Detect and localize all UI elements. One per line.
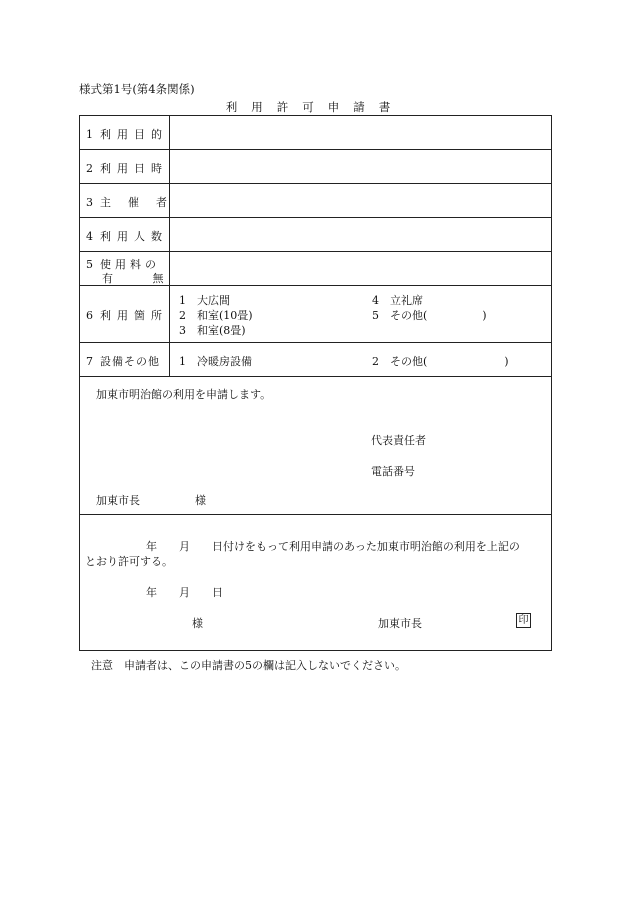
equipment-option-1[interactable]: 1 冷暖房設備 [179,355,252,368]
row-label-attendees: 4 利用人数 [86,230,168,243]
row-label-facility: 6 利用箇所 [86,309,168,322]
purpose-field[interactable] [175,126,545,140]
representative-label: 代表責任者 [371,434,426,447]
row-divider [80,149,551,150]
label-column-divider [169,116,170,376]
row-divider [80,183,551,184]
organizer-field[interactable] [175,194,545,208]
row-divider [80,251,551,252]
row-divider [80,376,551,377]
section-divider [80,514,551,515]
phone-label: 電話番号 [371,465,415,478]
row-label-purpose: 1 利用目的 [86,128,168,141]
application-form-table [79,115,552,651]
document-title: 利用許可申請書 [225,100,405,114]
datetime-field[interactable] [175,160,545,174]
footer-note: 注意 申請者は、この申請書の5の欄は記入しないでください。 [91,659,406,672]
facility-option-4[interactable]: 4 立礼席 [372,294,423,307]
row-divider [80,217,551,218]
row-label-equipment: 7 設備その他 [86,355,160,368]
row-label-datetime: 2 利用日時 [86,162,168,175]
row-label-fee-line2: 有 無 [102,272,182,285]
permit-issuer: 加東市長 [378,617,422,630]
permit-text-line1: 年 月 日付けをもって利用申請のあった加東市明治館の利用を上記の [146,540,520,553]
form-number: 様式第1号(第4条関係) [79,82,195,96]
facility-option-1[interactable]: 1 大広間 [179,294,230,307]
row-label-fee: 5 使用料の [86,258,160,271]
facility-option-2[interactable]: 2 和室(10畳) [179,309,253,322]
permit-recipient: 様 [192,617,203,630]
seal-icon: 印 [516,613,531,628]
fee-field[interactable] [175,260,545,274]
facility-option-3[interactable]: 3 和室(8畳) [179,324,246,337]
equipment-option-2[interactable]: 2 その他( ) [372,355,509,368]
permit-text-line2: とおり許可する。 [85,555,173,568]
application-statement: 加東市明治館の利用を申請します。 [96,388,272,401]
facility-option-5[interactable]: 5 その他( ) [372,309,487,322]
row-label-organizer: 3 主催者 [86,196,184,209]
permit-date: 年 月 日 [146,586,223,599]
attendees-field[interactable] [175,228,545,242]
row-divider [80,342,551,343]
application-addressee: 加東市長 様 [96,494,206,507]
